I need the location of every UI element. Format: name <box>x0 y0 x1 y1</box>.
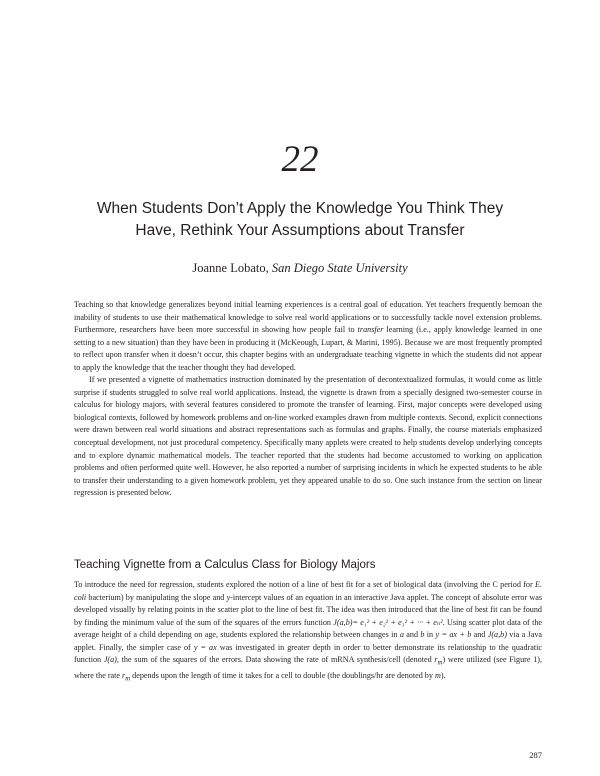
section-heading: Teaching Vignette from a Calculus Class for Biology Majors <box>74 559 376 571</box>
author-affiliation: San Diego State University <box>271 261 408 275</box>
text-run: and <box>403 630 421 640</box>
text-run: and <box>471 630 488 640</box>
text-run: -intercept values of an equation in an interactive Java applet. The concept of absolute error was developed visually by relating points in the scatter plot to the line of best fit. The idea was then introduced that the line of best fit can be found by finding the minimum value of the sum of the squares of the errors function <box>74 592 542 627</box>
species-name: E. coli <box>74 580 542 602</box>
intro-paragraph-2: If we presented a vignette of mathematics instruction dominated by the presentation of decontextualized formulas, it would come as little surprise if students struggled to solve real world applications. Instead, the vignette is drawn from a specially designed two-semester course in calculus for biology majors, with several features considered to promote the transfer of learning. First, major concepts were developed using biological contexts, followed by homework problems and on-line worked examples drawn from multiple contexts. Second, explicit connections were drawn between real world situations and abstract representations such as formulas and graphs. Finally, the course materials emphasized conceptual development, not just procedural competency. Specifically many applets were created to help students develop underlying concepts and to explore dynamic mathematical models. The teacher reported that the students had become accustomed to working on application problems and often performed quite well. However, he also reported a number of surprising incidents in which he expected students to be able to transfer their understanding to a given homework problem, yet they appeared unable to do so. One such instance from the section on linear regression is presented below. <box>74 375 542 498</box>
author-line <box>0 260 600 276</box>
text-run: ). <box>440 671 446 681</box>
chapter-title <box>40 198 560 242</box>
text-run: in <box>424 630 436 640</box>
error-formula: J(a,b)= e₁² + e₂² + e₃² + ··· + eₙ² <box>333 617 443 627</box>
chapter-number: 22 <box>281 139 319 180</box>
variable: y <box>226 592 231 602</box>
text-run: , the sum of the squares of the errors. Data showing the rate of mRNA synthesis/cell (denoted <box>116 655 435 665</box>
chapter-title-line-1: When Students Don’t Apply the Knowledge You Think They <box>96 200 504 217</box>
equation: y = ax + b <box>435 630 472 640</box>
variable: a <box>399 630 404 640</box>
equation: J(a,b) <box>487 630 507 640</box>
variable: r <box>122 671 126 681</box>
emphasis: transfer <box>357 325 384 335</box>
text-run: learning (i.e., apply knowledge learned in one setting to a new situation) than they have been in producing it (McKeough, Lupart, & Marini, 1995). Because we are most frequently prompted to reflect upon transfer when it doesn’t occur, this chapter begins with an undergraduate teaching vignette in which the students did not appear to apply the knowledge that the teacher thought they had developed. <box>74 325 542 372</box>
intro-paragraph-1 <box>74 299 542 374</box>
page-number: 287 <box>529 750 542 760</box>
text-run: was investigated in greater depth in order to better demonstrate its relationship to the quadratic function <box>74 642 542 665</box>
section-body <box>74 579 542 687</box>
subscript: m <box>437 659 443 667</box>
chapter-title-line-2: Have, Rethink Your Assumptions about Transfer <box>135 222 465 239</box>
variable: m <box>434 671 441 681</box>
variable: b <box>420 630 425 640</box>
text-run: . Using scatter plot data of the average height of a child depending on age, students explored the relationship between changes in <box>74 617 542 640</box>
introduction <box>74 299 542 500</box>
text-run: ) were utilized (see Figure 1), where the rate <box>74 655 543 681</box>
text-run: via a Java applet. Finally, the simpler case of <box>74 630 542 652</box>
text-run: Teaching so that knowledge generalizes beyond initial learning experiences is a central goal of education. Yet teachers frequently bemoan the inability of students to use their mathematical knowledge to solve real world applications or to successfully tackle novel extension problems. Furthermore, researchers have been more successful in showing how people fail to <box>74 300 542 335</box>
author-name: Joanne Lobato, <box>192 261 269 275</box>
subscript: m <box>125 676 131 684</box>
variable: r <box>434 655 438 665</box>
section-paragraph <box>74 579 542 687</box>
equation: J(a) <box>103 655 117 665</box>
text-run: bacterium) by manipulating the slope and <box>86 592 227 602</box>
text-run: To introduce the need for regression, students explored the notion of a line of best fit for a set of biological data (involving the C period for <box>74 580 535 589</box>
text-run: depends upon the length of time it takes for a cell to double (the doublings/hr are denoted by <box>130 671 435 681</box>
equation: y = ax <box>193 642 217 652</box>
